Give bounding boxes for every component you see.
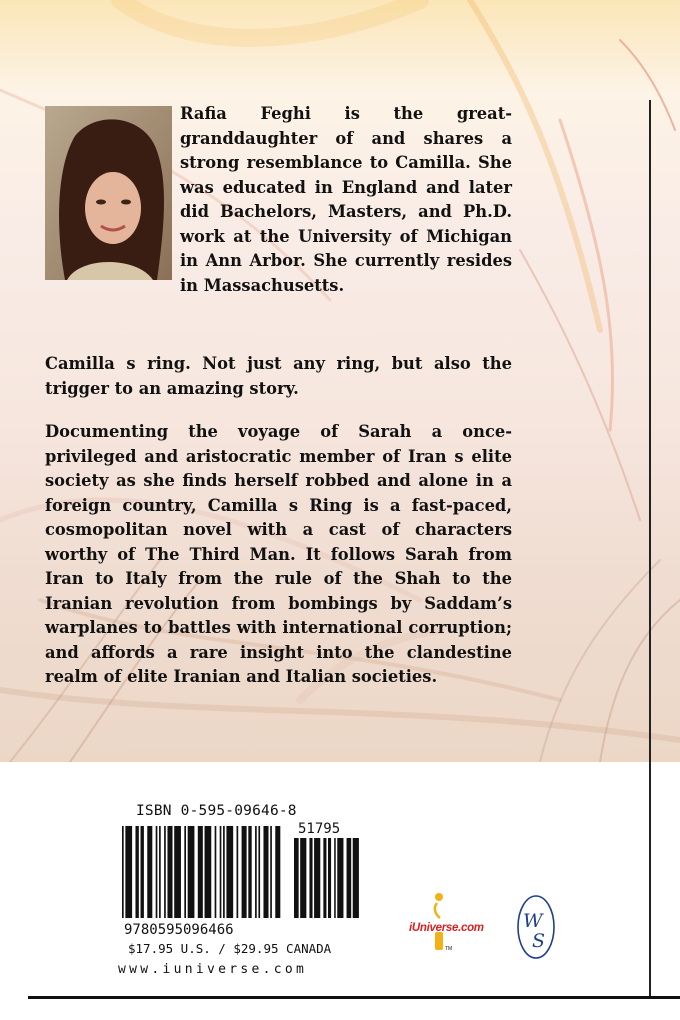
author-photo: [45, 106, 172, 280]
barcode-bar: [223, 826, 225, 918]
barcode-bar: [242, 826, 247, 918]
barcode-bar: [258, 826, 260, 918]
isbn-label: ISBN 0-595-09646-8: [136, 803, 297, 819]
barcode-bar: [314, 838, 320, 918]
barcode-bar: [309, 838, 312, 918]
ws-logo-s: S: [532, 930, 546, 952]
barcode-bar: [255, 826, 257, 918]
barcode-bar: [328, 838, 331, 918]
barcode-bar: [334, 838, 336, 918]
website-url: www.iuniverse.com: [118, 962, 308, 977]
right-border-rule: [649, 100, 651, 998]
iuniverse-logo-text: iUniverse.com: [409, 922, 484, 934]
barcode-bar: [125, 826, 132, 918]
bottom-border-rule: [28, 996, 680, 999]
ean-digits: 9780595096466: [124, 922, 234, 937]
isbn-barcode: [118, 822, 368, 937]
barcode-bar: [226, 826, 233, 918]
barcode-bar: [156, 826, 158, 918]
barcode-bar: [215, 826, 217, 918]
barcode-bar: [323, 838, 326, 918]
barcode-bar: [141, 826, 144, 918]
price-label: $17.95 U.S. / $29.95 CANADA: [128, 941, 332, 956]
barcode-bar: [263, 826, 268, 918]
barcode-bar: [275, 826, 280, 918]
addon-bars: [294, 838, 359, 918]
ws-logo-w: W: [523, 910, 543, 932]
barcode-bar: [353, 838, 359, 918]
barcode-bar: [198, 826, 203, 918]
barcode-bar: [248, 826, 251, 918]
barcode-bar: [188, 826, 195, 918]
book-hook: Camilla s ring. Not just any ring, but also the trigger to an amazing story.: [45, 354, 512, 398]
iuniverse-logo: [409, 892, 489, 952]
ws-publisher-logo: [516, 893, 556, 961]
ean-bars: [122, 826, 280, 918]
addon-digits: 51795: [298, 822, 341, 837]
barcode-bar: [347, 838, 352, 918]
barcode-bar: [294, 838, 299, 918]
svg-text:TM: TM: [445, 946, 453, 952]
barcode-bar: [237, 826, 239, 918]
barcode-bar: [337, 838, 343, 918]
author-bio: Rafia Feghi is the great-granddaughter of and shares a strong resemblance to Camilla. She was educated in England and later did Bachelors, Masters, and Ph.D. work at the University of Michigan in Ann Arbor. She currently resides in Massachusetts.: [180, 104, 512, 295]
barcode-bar: [270, 826, 272, 918]
barcode-bar: [167, 826, 172, 918]
barcode-bar: [184, 826, 186, 918]
barcode-bar: [122, 826, 124, 918]
barcode-bar: [164, 826, 166, 918]
barcode-bar: [205, 826, 212, 918]
barcode-bar: [159, 826, 161, 918]
barcode-bar: [147, 826, 152, 918]
barcode-bar: [300, 838, 306, 918]
barcode-bar: [174, 826, 181, 918]
barcode-bar: [135, 826, 138, 918]
book-synopsis: Documenting the voyage of Sarah a once-privileged and aristocratic member of Iran s elite society as she finds herself robbed and alone in a foreign country, Camilla s Ring is a fast-paced, cosmopolitan novel with a cast of characters worthy of The Third Man. It follows Sarah from Iran to Italy from the rule of the Shah to the Iranian revolution from bombings by Saddam’s warplanes to battles with international corruption; and affords a rare insight into the clandestine realm of elite Iranian and Italian societies.: [45, 422, 512, 686]
barcode-bar: [220, 826, 222, 918]
